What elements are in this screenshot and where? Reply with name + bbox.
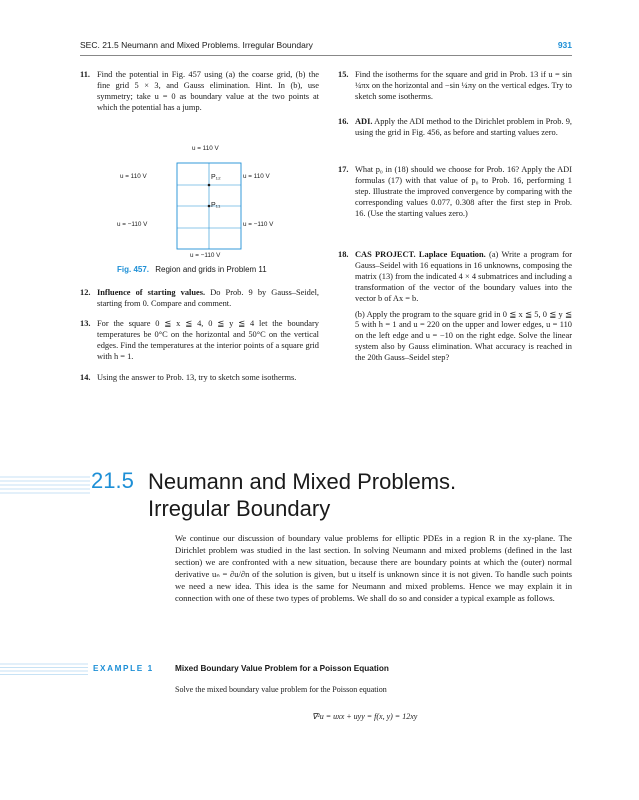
label-left-upper: u = 110 V <box>120 173 147 180</box>
problem-number: 12. <box>80 288 91 297</box>
header-rule <box>80 55 572 56</box>
problem-number: 17. <box>338 165 349 174</box>
header-section-title: SEC. 21.5 Neumann and Mixed Problems. Irregular Boundary <box>80 40 313 50</box>
example-statement: Solve the mixed boundary value problem for the Poisson equation <box>175 685 387 694</box>
section-title-line2: Irregular Boundary <box>148 496 331 521</box>
problem-15 <box>338 70 572 103</box>
label-left-lower: u = −110 V <box>117 221 148 228</box>
label-right-upper: u = 110 V <box>243 173 270 180</box>
label-right-lower: u = −110 V <box>243 221 274 228</box>
label-p11: P₁₁ <box>211 202 221 209</box>
figure-457 <box>117 142 302 279</box>
problem-number: 11. <box>80 70 91 79</box>
problem-16 <box>338 117 572 139</box>
problem-13 <box>80 319 319 363</box>
problem-text: (a) Write a program for Gauss–Seidel with 16 equations in 16 unknowns, composing the matrix (13) from the indicated 4 × 4 submatrices and including a transformation of the vector of the boundary values into the vector b of Ax = b. <box>355 250 572 303</box>
problem-title: Influence of starting values. <box>97 288 206 297</box>
problem-text: Using the answer to Prob. 13, try to sketch some isotherms. <box>97 373 297 382</box>
problem-18 <box>338 250 572 364</box>
grid-point-p11 <box>208 205 211 208</box>
problem-number: 16. <box>338 117 349 126</box>
problem-text: Find the isotherms for the square and grid in Prob. 13 if u = sin ¼πx on the horizontal and −sin ¼πy on the vertical edges. Try to sketch some isotherms. <box>355 70 572 101</box>
section-decoration-lines <box>0 474 90 496</box>
example-label: EXAMPLE 1 <box>93 664 154 673</box>
problem-title: ADI. <box>355 117 373 126</box>
problem-text: Do Prob. 9 by Gauss–Seidel, starting from 0. Compare and comment. <box>97 288 319 308</box>
figure-caption <box>117 265 267 274</box>
problem-14 <box>80 373 319 384</box>
problem-number: 13. <box>80 319 91 328</box>
problem-text: For the square 0 ≦ x ≦ 4, 0 ≦ y ≦ 4 let the boundary temperatures be 0°C on the horizontal and 50°C on the vertical edges. Find the temperatures at the interior points of a square grid with h = 1. <box>97 319 319 361</box>
problem-text-part-b: (b) Apply the program to the square grid in 0 ≦ x ≦ 5, 0 ≦ y ≦ 5 with h = 1 and u = 220 on the upper and lower edges, u = 110 on the left edge and u = −10 on the right edge. Solve the linear system also by Gauss elimination. What accuracy is reached in the 20th Gauss–Seidel step? <box>355 309 572 363</box>
problem-title: CAS PROJECT. Laplace Equation. <box>355 250 486 259</box>
problem-number: 14. <box>80 373 91 382</box>
label-bottom-boundary: u = −110 V <box>190 252 221 259</box>
grid-point-p12 <box>208 184 211 187</box>
label-top-boundary: u = 110 V <box>192 145 219 152</box>
problem-text: What p₀ in (18) should we choose for Prob. 16? Apply the ADI formulas (17) with that value of p₀ to Prob. 16, performing 1 step. Illustrate the improved convergence by comparing with the corresponding values 0.077, 0.308 after the first step in Prob. 16. (Use the starting values zero.) <box>355 165 572 218</box>
problem-number: 18. <box>338 250 349 259</box>
example-decoration-lines <box>0 662 88 676</box>
intro-paragraph: We continue our discussion of boundary value problems for elliptic PDEs in a region R in the xy-plane. The Dirichlet problem was studied in the last section. In solving Neumann and mixed problems (defined in the last section) we are confronted with a new situation, because there are boundary points at which the (outer) normal derivative uₙ = ∂u/∂n of the solution is given, but u itself is unknown since it is not given. To handle such points we need a new idea. This idea is the same for Neumann and mixed problems. Hence we may explain it in connection with one of these two types of problems. We shall do so and consider a typical example as follows. <box>175 533 572 603</box>
running-header <box>80 40 572 54</box>
section-title-line1: Neumann and Mixed Problems. <box>148 469 457 494</box>
example-title: Mixed Boundary Value Problem for a Poisson Equation <box>175 664 389 673</box>
figure-label: Fig. 457. <box>117 265 150 274</box>
section-title <box>148 468 456 522</box>
section-number: 21.5 <box>91 468 134 493</box>
page-number: 931 <box>557 40 572 50</box>
problem-12 <box>80 288 319 310</box>
poisson-equation: ∇²u = uxx + uyy = f(x, y) = 12xy <box>312 712 418 721</box>
problem-17 <box>338 165 572 220</box>
caption-text: Region and grids in Problem 11 <box>155 265 267 274</box>
problem-11 <box>80 70 319 114</box>
problem-text: Apply the ADI method to the Dirichlet problem in Prob. 9, using the grid in Fig. 456, as before and starting values zero. <box>355 117 572 137</box>
problem-text: Find the potential in Fig. 457 using (a) the coarse grid, (b) the fine grid 5 × 3, and Gauss elimination. Hint. In (b), use symmetry; take u = 0 as boundary value at the two points at which the potential has a jump. <box>97 70 319 112</box>
problem-number: 15. <box>338 70 349 79</box>
label-p12: P₁₂ <box>211 174 221 181</box>
